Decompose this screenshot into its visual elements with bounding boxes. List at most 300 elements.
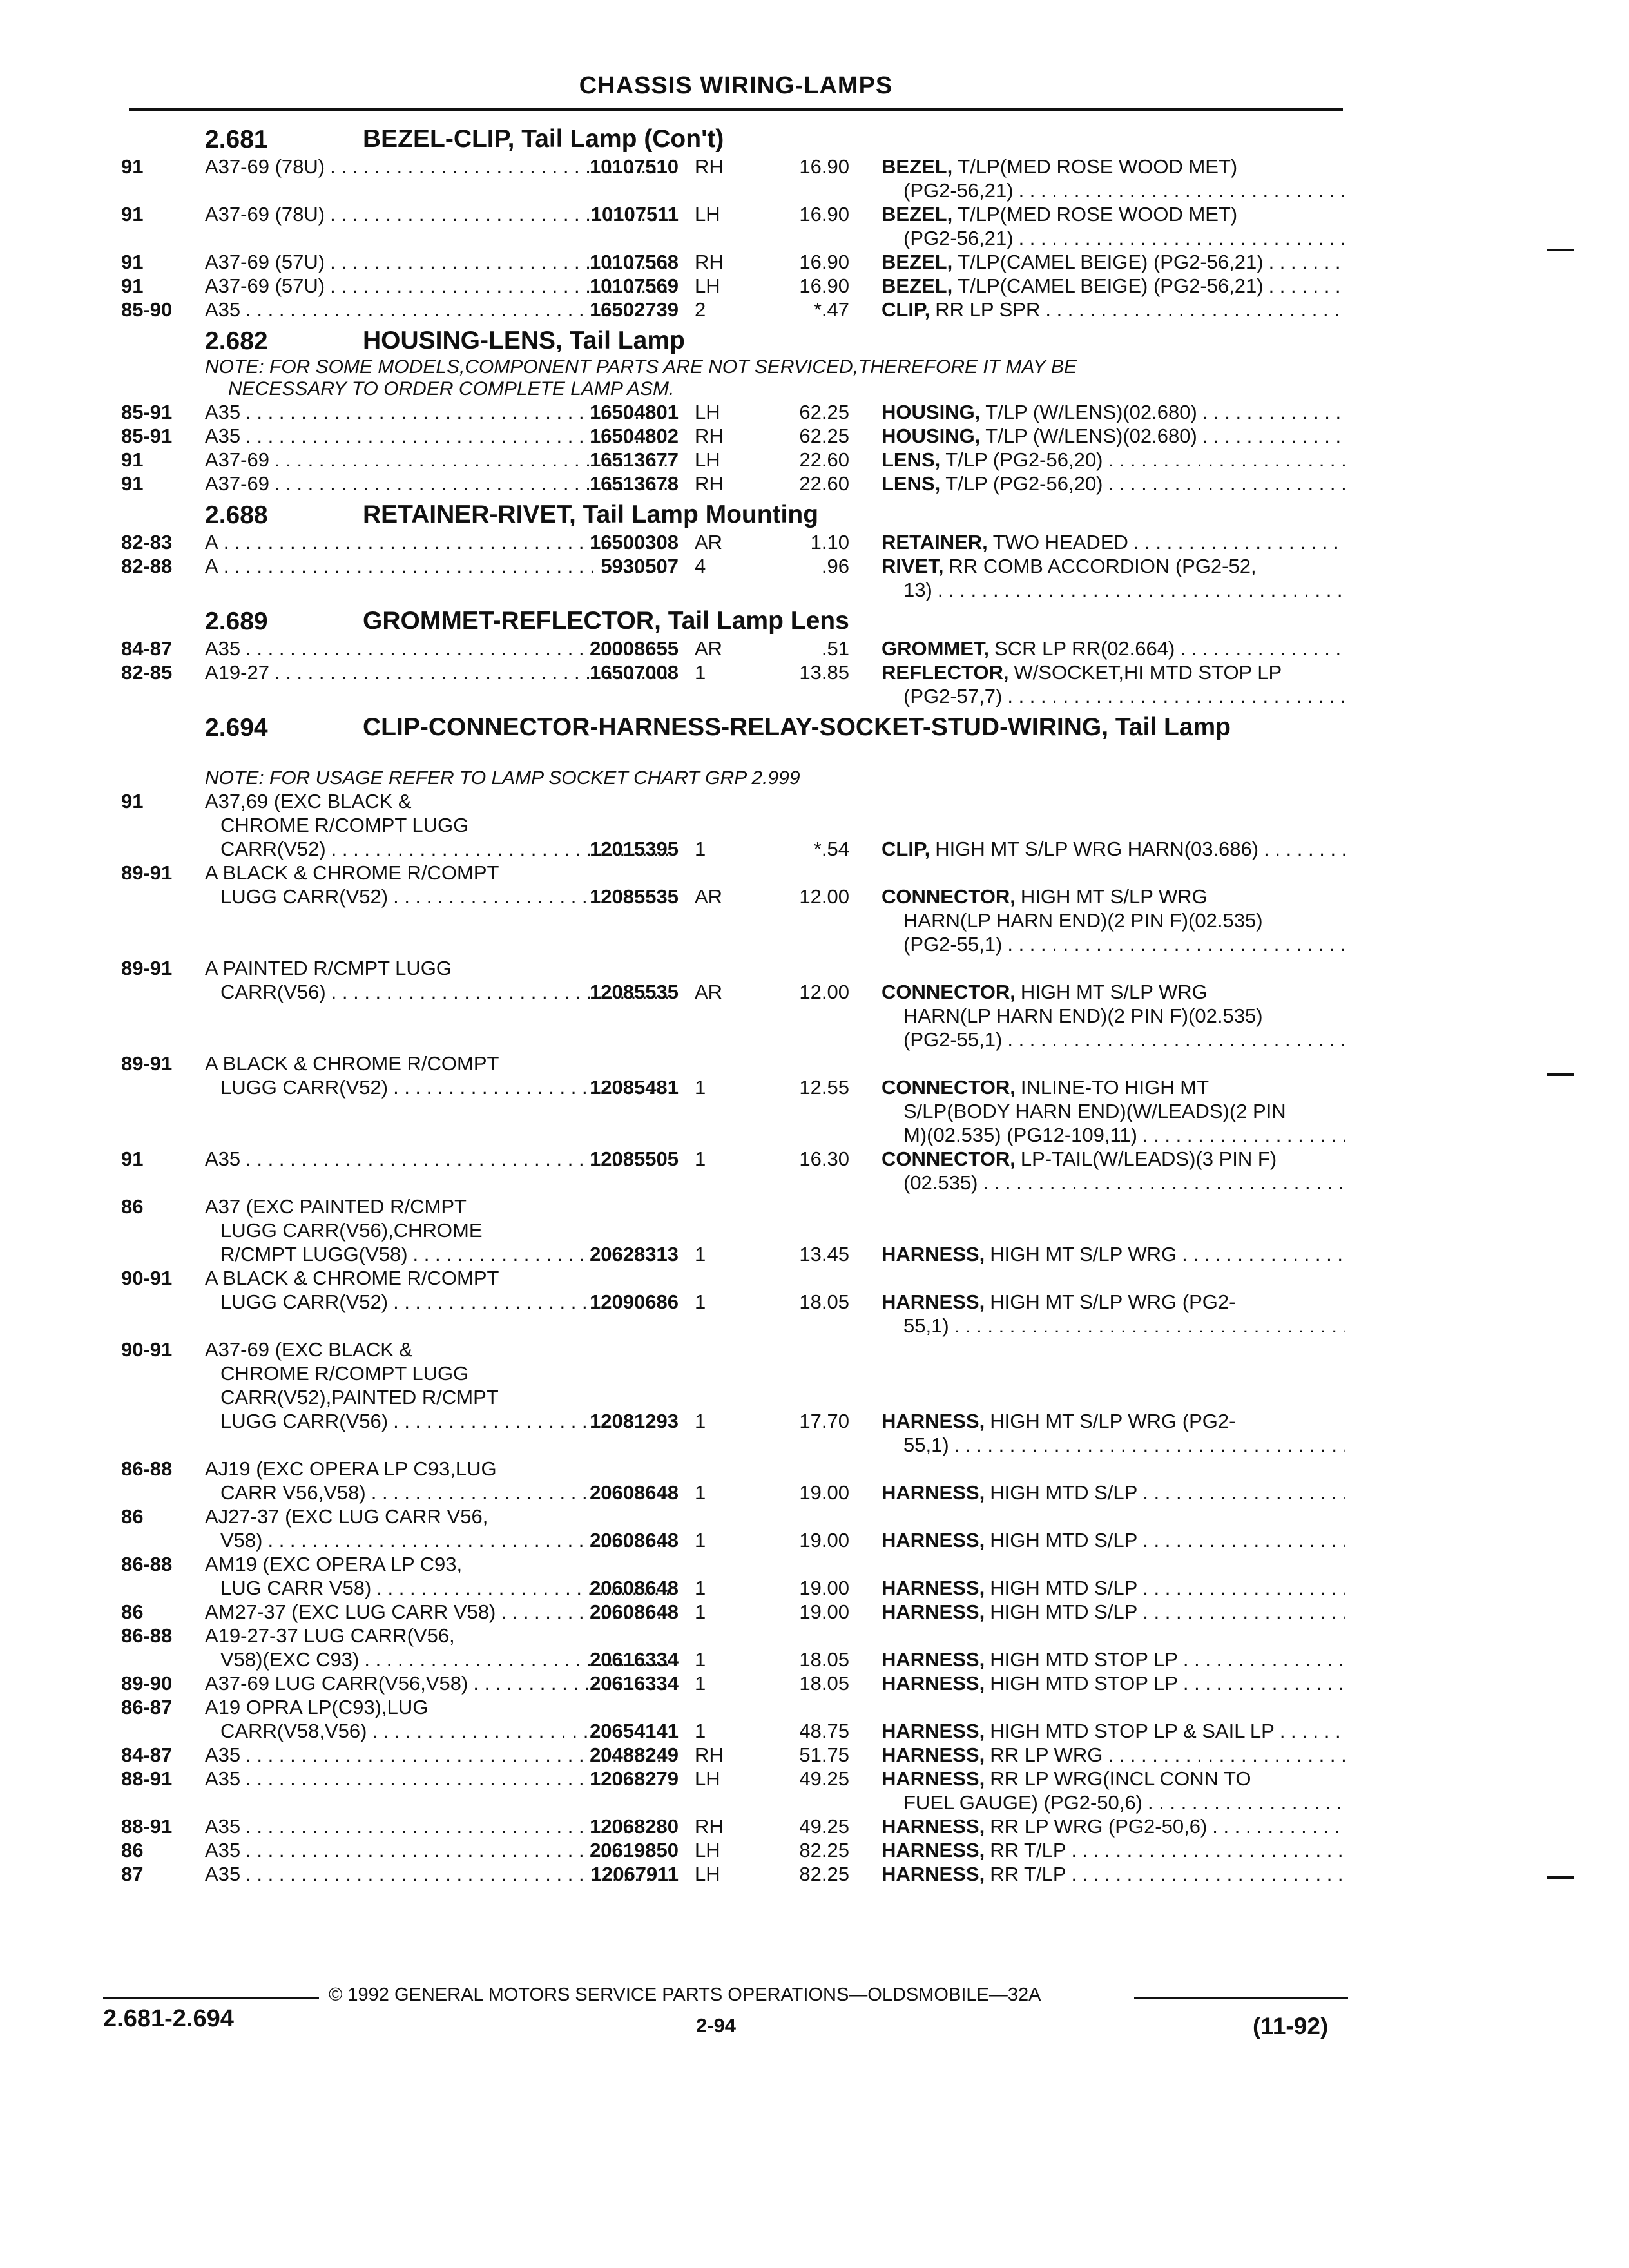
- part-description: [882, 554, 1345, 602]
- model-year: 86: [121, 1505, 144, 1528]
- description-text: HARN(LP HARN END)(2 PIN F)(02.535): [903, 1004, 1263, 1027]
- part-number: 10107569: [590, 274, 679, 297]
- model-text: A35: [205, 1744, 241, 1766]
- description-text: 55,1): [903, 1314, 949, 1337]
- description-line: [882, 424, 1345, 448]
- quantity: LH: [695, 203, 720, 226]
- quantity: RH: [695, 1815, 724, 1838]
- model-year: 91: [121, 155, 144, 178]
- description-line: [882, 1600, 1345, 1624]
- part-name: HARNESS,: [882, 1600, 985, 1623]
- quantity: AR: [695, 531, 723, 553]
- part-description: [882, 1242, 1345, 1266]
- model-line: [205, 1338, 669, 1361]
- model-year: 91: [121, 448, 144, 471]
- part-row: [121, 250, 1345, 274]
- model-text: V58)(EXC C93): [220, 1648, 360, 1671]
- leader-dots: [1182, 1242, 1345, 1266]
- quantity: LH: [695, 1863, 720, 1885]
- part-name: HARNESS,: [882, 1529, 985, 1552]
- part-description: [882, 155, 1345, 202]
- leader-dots: [1007, 1028, 1345, 1052]
- price: .51: [821, 637, 849, 660]
- part-name: HARNESS,: [882, 1410, 985, 1432]
- section-number: 2.694: [205, 714, 268, 742]
- part-row: [121, 1552, 1345, 1600]
- footer-rule-right: [1134, 1997, 1348, 1999]
- part-row: [121, 202, 1345, 250]
- part-name: HARNESS,: [882, 1863, 985, 1885]
- part-name: HARNESS,: [882, 1815, 985, 1838]
- description-text: RR LP WRG(INCL CONN TO: [990, 1767, 1251, 1790]
- part-number: 16513678: [590, 472, 679, 495]
- leader-dots: [954, 1433, 1345, 1457]
- description-line: [882, 202, 1345, 226]
- description-text: T/LP(MED ROSE WOOD MET): [958, 203, 1238, 226]
- model-line: [205, 1624, 669, 1648]
- part-row: [121, 660, 1345, 708]
- model-year: 91: [121, 472, 144, 495]
- description-line: [882, 1147, 1345, 1171]
- model-year: 91: [121, 203, 144, 226]
- model-line: [205, 1266, 669, 1290]
- section-heading: [121, 495, 1345, 530]
- part-number: 20654141: [590, 1720, 679, 1742]
- part-name: CONNECTOR,: [882, 885, 1016, 908]
- quantity: 1: [695, 1481, 706, 1504]
- price: 82.25: [799, 1863, 849, 1885]
- section-number: 2.682: [205, 327, 268, 355]
- leader-dots: [1183, 1648, 1345, 1671]
- leader-dots: [1269, 250, 1345, 274]
- quantity: 1: [695, 1672, 706, 1695]
- note-text: NOTE: FOR USAGE REFER TO LAMP SOCKET CHART GRP 2.999: [205, 767, 800, 789]
- part-description: [882, 1838, 1345, 1862]
- date-code: (11-92): [1253, 2013, 1329, 2039]
- part-number: 20608648: [590, 1600, 679, 1623]
- section-number: 2.681: [205, 126, 268, 153]
- leader-dots: [1202, 424, 1345, 448]
- leader-dots: [1072, 1862, 1346, 1886]
- description-text: HIGH MTD S/LP: [990, 1577, 1138, 1599]
- part-row: [121, 956, 1345, 1052]
- part-name: HARNESS,: [882, 1720, 985, 1742]
- model-text: A35: [205, 1148, 241, 1170]
- description-text: (PG2-55,1): [903, 1028, 1003, 1051]
- part-row: [121, 400, 1345, 424]
- description-text: (02.535): [903, 1171, 978, 1194]
- part-number: 12068279: [590, 1767, 679, 1790]
- part-number: 20619850: [590, 1839, 679, 1861]
- part-name: HARNESS,: [882, 1672, 985, 1695]
- model-text: A37-69 (78U): [205, 155, 325, 178]
- leader-dots: [1133, 530, 1345, 554]
- part-name: HARNESS,: [882, 1481, 985, 1504]
- part-description: [882, 1075, 1345, 1147]
- part-description: [882, 1147, 1345, 1195]
- leader-dots: [1007, 684, 1345, 708]
- model-line: [205, 1457, 669, 1481]
- part-number: 20616334: [590, 1672, 679, 1695]
- description-text: HIGH MTD S/LP: [990, 1600, 1138, 1623]
- model-year: 86: [121, 1195, 144, 1218]
- description-line: [882, 226, 1345, 250]
- description-line: [882, 155, 1345, 178]
- part-row: [121, 274, 1345, 298]
- leader-dots: [1007, 932, 1345, 956]
- leader-dots: [1108, 1743, 1345, 1767]
- part-number: 12085505: [590, 1148, 679, 1170]
- description-text: (PG2-56,21): [903, 227, 1014, 249]
- description-line: [882, 1838, 1345, 1862]
- description-line: [882, 1409, 1345, 1433]
- part-row: [121, 1838, 1345, 1862]
- description-text: HIGH MTD STOP LP & SAIL LP: [990, 1720, 1275, 1742]
- description-text: HIGH MT S/LP WRG: [1020, 981, 1208, 1003]
- leader-dots: [1280, 1719, 1345, 1743]
- part-name: BEZEL,: [882, 274, 953, 297]
- model-text: A BLACK & CHROME R/COMPT: [205, 1052, 499, 1075]
- part-number: 20608648: [590, 1481, 679, 1504]
- quantity: 1: [695, 1243, 706, 1265]
- quantity: 1: [695, 1529, 706, 1552]
- part-number: 16507008: [590, 661, 679, 684]
- description-text: RR T/LP: [990, 1839, 1066, 1861]
- price: 1.10: [810, 531, 849, 553]
- section-title: BEZEL-CLIP, Tail Lamp (Con't): [363, 125, 724, 153]
- model-text: CARR(V58,V56): [220, 1720, 367, 1742]
- description-text: RR T/LP: [990, 1863, 1066, 1885]
- part-name: GROMMET,: [882, 637, 990, 660]
- model-text: R/CMPT LUGG(V58): [220, 1243, 408, 1265]
- margin-mark: [1547, 249, 1574, 251]
- part-name: HOUSING,: [882, 401, 981, 423]
- price: 18.05: [799, 1672, 849, 1695]
- part-description: [882, 660, 1345, 708]
- part-name: HARNESS,: [882, 1767, 985, 1790]
- part-description: [882, 448, 1345, 472]
- model-line: [205, 861, 669, 885]
- leader-dots: [1202, 400, 1345, 424]
- description-line: [882, 1433, 1345, 1457]
- model-text: CARR(V52): [220, 838, 326, 860]
- model-text: A19-27-37 LUG CARR(V56,: [205, 1624, 455, 1647]
- model-text: AM27-37 (EXC LUG CARR V58): [205, 1600, 496, 1623]
- part-name: CONNECTOR,: [882, 981, 1016, 1003]
- model-text: A BLACK & CHROME R/COMPT: [205, 1267, 499, 1289]
- price: 18.05: [799, 1291, 849, 1313]
- description-text: HIGH MTD STOP LP: [990, 1648, 1178, 1671]
- page-number: 2-94: [696, 2014, 737, 2037]
- leader-dots: [1212, 1814, 1345, 1838]
- leader-dots: [1148, 1791, 1345, 1814]
- price: 17.70: [799, 1410, 849, 1432]
- price: 12.00: [799, 981, 849, 1003]
- header-rule: [129, 108, 1343, 111]
- part-description: [882, 1671, 1345, 1695]
- part-number: 20628313: [590, 1243, 679, 1265]
- model-year: 86-87: [121, 1696, 173, 1718]
- description-text: T/LP (W/LENS)(02.680): [985, 401, 1197, 423]
- leader-dots: [1019, 226, 1345, 250]
- section-heading: [121, 120, 1345, 155]
- description-line: [882, 298, 1345, 322]
- section-range: 2.681-2.694: [103, 2005, 234, 2032]
- note-text: NECESSARY TO ORDER COMPLETE LAMP ASM.: [228, 378, 675, 399]
- description-line: [882, 1099, 1345, 1123]
- model-text: LUGG CARR(V52): [220, 885, 389, 908]
- quantity: 4: [695, 555, 706, 577]
- quantity: 1: [695, 1410, 706, 1432]
- description-line: [882, 178, 1345, 202]
- model-year: 90-91: [121, 1267, 173, 1289]
- model-year: 89-91: [121, 861, 173, 884]
- description-line: [882, 1290, 1345, 1314]
- part-description: [882, 1648, 1345, 1671]
- model-text: LUGG CARR(V56): [220, 1410, 389, 1432]
- description-line: [882, 250, 1345, 274]
- leader-dots: [1183, 1671, 1345, 1695]
- part-name: BEZEL,: [882, 203, 953, 226]
- price: 49.25: [799, 1767, 849, 1790]
- model-year: 82-88: [121, 555, 173, 577]
- description-line: [882, 274, 1345, 298]
- part-description: [882, 1862, 1345, 1886]
- description-line: [882, 1004, 1345, 1028]
- quantity: 1: [695, 1076, 706, 1099]
- model-line: [205, 1195, 669, 1218]
- description-text: HIGH MT S/LP WRG HARN(03.686): [935, 838, 1259, 860]
- part-row: [121, 1743, 1345, 1767]
- description-line: [882, 1528, 1345, 1552]
- description-text: M)(02.535) (PG12-109,11): [903, 1124, 1137, 1146]
- description-line: [882, 684, 1345, 708]
- section-heading: [121, 322, 1345, 356]
- model-text: A37-69: [205, 448, 269, 471]
- description-text: HIGH MT S/LP WRG (PG2-: [990, 1291, 1236, 1313]
- price: 13.85: [799, 661, 849, 684]
- part-name: HARNESS,: [882, 1291, 985, 1313]
- description-line: [882, 1075, 1345, 1099]
- leader-dots: [1019, 178, 1345, 202]
- section-title: CLIP-CONNECTOR-HARNESS-RELAY-SOCKET-STUD-WIRING, Tail Lamp: [363, 713, 1231, 741]
- model-text: A35: [205, 425, 241, 447]
- part-description: [882, 1290, 1345, 1338]
- model-text: LUGG CARR(V56),CHROME: [220, 1219, 483, 1242]
- quantity: 1: [695, 1148, 706, 1170]
- part-number: 16500308: [590, 531, 679, 553]
- model-year: 89-91: [121, 957, 173, 979]
- price: 48.75: [799, 1720, 849, 1742]
- model-text: AJ27-37 (EXC LUG CARR V56,: [205, 1505, 488, 1528]
- model-text: A35: [205, 637, 241, 660]
- quantity: LH: [695, 274, 720, 297]
- model-line: [205, 1218, 669, 1242]
- quantity: 1: [695, 838, 706, 860]
- price: 16.90: [799, 203, 849, 226]
- model-text: A37 (EXC PAINTED R/CMPT: [205, 1195, 467, 1218]
- description-line: [882, 1767, 1345, 1791]
- description-text: HIGH MT S/LP WRG (PG2-: [990, 1410, 1236, 1432]
- price: 62.25: [799, 425, 849, 447]
- part-number: 12081293: [590, 1410, 679, 1432]
- model-year: 91: [121, 790, 144, 812]
- model-text: AM19 (EXC OPERA LP C93,: [205, 1553, 463, 1575]
- description-text: RR LP WRG: [990, 1744, 1103, 1766]
- quantity: 1: [695, 661, 706, 684]
- price: 62.25: [799, 401, 849, 423]
- price: 18.05: [799, 1648, 849, 1671]
- part-name: CONNECTOR,: [882, 1148, 1016, 1170]
- part-row: [121, 1671, 1345, 1695]
- model-year: 85-91: [121, 425, 173, 447]
- quantity: RH: [695, 155, 724, 178]
- model-text: A35: [205, 1863, 241, 1885]
- model-year: 84-87: [121, 1744, 173, 1766]
- part-name: HARNESS,: [882, 1648, 985, 1671]
- part-number: 20488249: [590, 1744, 679, 1766]
- parts-catalog: [121, 120, 1345, 1886]
- quantity: 1: [695, 1291, 706, 1313]
- part-description: [882, 1576, 1345, 1600]
- description-line: [882, 885, 1345, 908]
- page-title: CHASSIS WIRING-LAMPS: [579, 72, 893, 99]
- model-line: [205, 813, 669, 837]
- part-number: 16504802: [590, 425, 679, 447]
- part-description: [882, 202, 1345, 250]
- leader-dots: [1045, 298, 1345, 322]
- part-description: [882, 274, 1345, 298]
- model-text: LUGG CARR(V52): [220, 1076, 389, 1099]
- price: 16.30: [799, 1148, 849, 1170]
- description-line: [882, 554, 1345, 578]
- model-year: 85-90: [121, 298, 173, 321]
- description-text: (PG2-57,7): [903, 685, 1003, 707]
- leader-dots: [954, 1314, 1345, 1338]
- model-year: 91: [121, 251, 144, 273]
- description-line: [882, 1791, 1345, 1814]
- part-row: [121, 530, 1345, 554]
- part-number: 10107568: [590, 251, 679, 273]
- quantity: 1: [695, 1648, 706, 1671]
- description-line: [882, 637, 1345, 660]
- description-text: RR COMB ACCORDION (PG2-52,: [949, 555, 1257, 577]
- model-text: A35: [205, 1767, 241, 1790]
- price: *.47: [813, 298, 849, 321]
- model-line: [205, 1552, 669, 1576]
- part-number: 16504801: [590, 401, 679, 423]
- model-text: A37-69 (57U): [205, 274, 325, 297]
- part-description: [882, 1409, 1345, 1457]
- quantity: RH: [695, 1744, 724, 1766]
- model-year: 88-91: [121, 1767, 173, 1790]
- copyright-notice: © 1992 GENERAL MOTORS SERVICE PARTS OPERATIONS—OLDSMOBILE—32A: [329, 1984, 1041, 2005]
- description-line: [882, 980, 1345, 1004]
- model-year: 89-90: [121, 1672, 173, 1695]
- quantity: 1: [695, 1720, 706, 1742]
- model-text: CARR(V52),PAINTED R/CMPT: [220, 1386, 499, 1408]
- description-text: SCR LP RR(02.664): [994, 637, 1175, 660]
- part-description: [882, 980, 1345, 1052]
- description-line: [882, 1862, 1345, 1886]
- model-year: 89-91: [121, 1052, 173, 1075]
- part-number: 16513677: [590, 448, 679, 471]
- price: 16.90: [799, 155, 849, 178]
- description-text: LP-TAIL(W/LEADS)(3 PIN F): [1020, 1148, 1277, 1170]
- quantity: LH: [695, 1839, 720, 1861]
- price: 19.00: [799, 1600, 849, 1623]
- part-row: [121, 1052, 1345, 1147]
- model-year: 91: [121, 274, 144, 297]
- description-line: [882, 1242, 1345, 1266]
- section-heading: [121, 708, 1345, 767]
- part-number: 20616334: [590, 1648, 679, 1671]
- part-number: 12085481: [590, 1076, 679, 1099]
- part-description: [882, 1767, 1345, 1814]
- description-text: 55,1): [903, 1434, 949, 1456]
- description-text: RR LP SPR: [935, 298, 1041, 321]
- model-text: A35: [205, 401, 241, 423]
- model-text: CARR V56,V58): [220, 1481, 366, 1504]
- model-year: 86-88: [121, 1457, 173, 1480]
- description-text: T/LP(CAMEL BEIGE) (PG2-56,21): [958, 251, 1264, 273]
- section-title: GROMMET-REFLECTOR, Tail Lamp Lens: [363, 607, 849, 635]
- description-line: [882, 472, 1345, 495]
- section-number: 2.689: [205, 608, 268, 635]
- part-row: [121, 1767, 1345, 1814]
- part-name: HOUSING,: [882, 425, 981, 447]
- model-line: [205, 956, 669, 980]
- part-description: [882, 424, 1345, 448]
- quantity: LH: [695, 401, 720, 423]
- part-number: 12090686: [590, 1291, 679, 1313]
- part-row: [121, 472, 1345, 495]
- part-name: BEZEL,: [882, 155, 953, 178]
- model-year: 82-83: [121, 531, 173, 553]
- description-line: [882, 1719, 1345, 1743]
- description-line: [882, 578, 1345, 602]
- description-text: T/LP(CAMEL BEIGE) (PG2-56,21): [958, 274, 1264, 297]
- part-description: [882, 1814, 1345, 1838]
- leader-dots: [1142, 1576, 1345, 1600]
- quantity: 1: [695, 1577, 706, 1599]
- part-description: [882, 250, 1345, 274]
- description-line: [882, 1028, 1345, 1052]
- part-name: CLIP,: [882, 298, 930, 321]
- section-number: 2.688: [205, 501, 268, 529]
- part-number: 20608648: [590, 1577, 679, 1599]
- part-description: [882, 1528, 1345, 1552]
- description-text: TWO HEADED: [992, 531, 1128, 553]
- part-number: 20608648: [590, 1529, 679, 1552]
- model-text: LUG CARR V58): [220, 1577, 372, 1599]
- model-line: [205, 1361, 669, 1385]
- quantity: RH: [695, 425, 724, 447]
- part-name: RETAINER,: [882, 531, 988, 553]
- part-description: [882, 837, 1345, 861]
- quantity: 2: [695, 298, 706, 321]
- part-row: [121, 1195, 1345, 1266]
- leader-dots: [1269, 274, 1345, 298]
- part-name: HARNESS,: [882, 1839, 985, 1861]
- leader-dots: [1108, 448, 1345, 472]
- description-line: [882, 932, 1345, 956]
- part-name: LENS,: [882, 448, 941, 471]
- model-year: 87: [121, 1863, 144, 1885]
- leader-dots: [1072, 1838, 1346, 1862]
- description-line: [882, 1648, 1345, 1671]
- section-note: [121, 767, 1345, 789]
